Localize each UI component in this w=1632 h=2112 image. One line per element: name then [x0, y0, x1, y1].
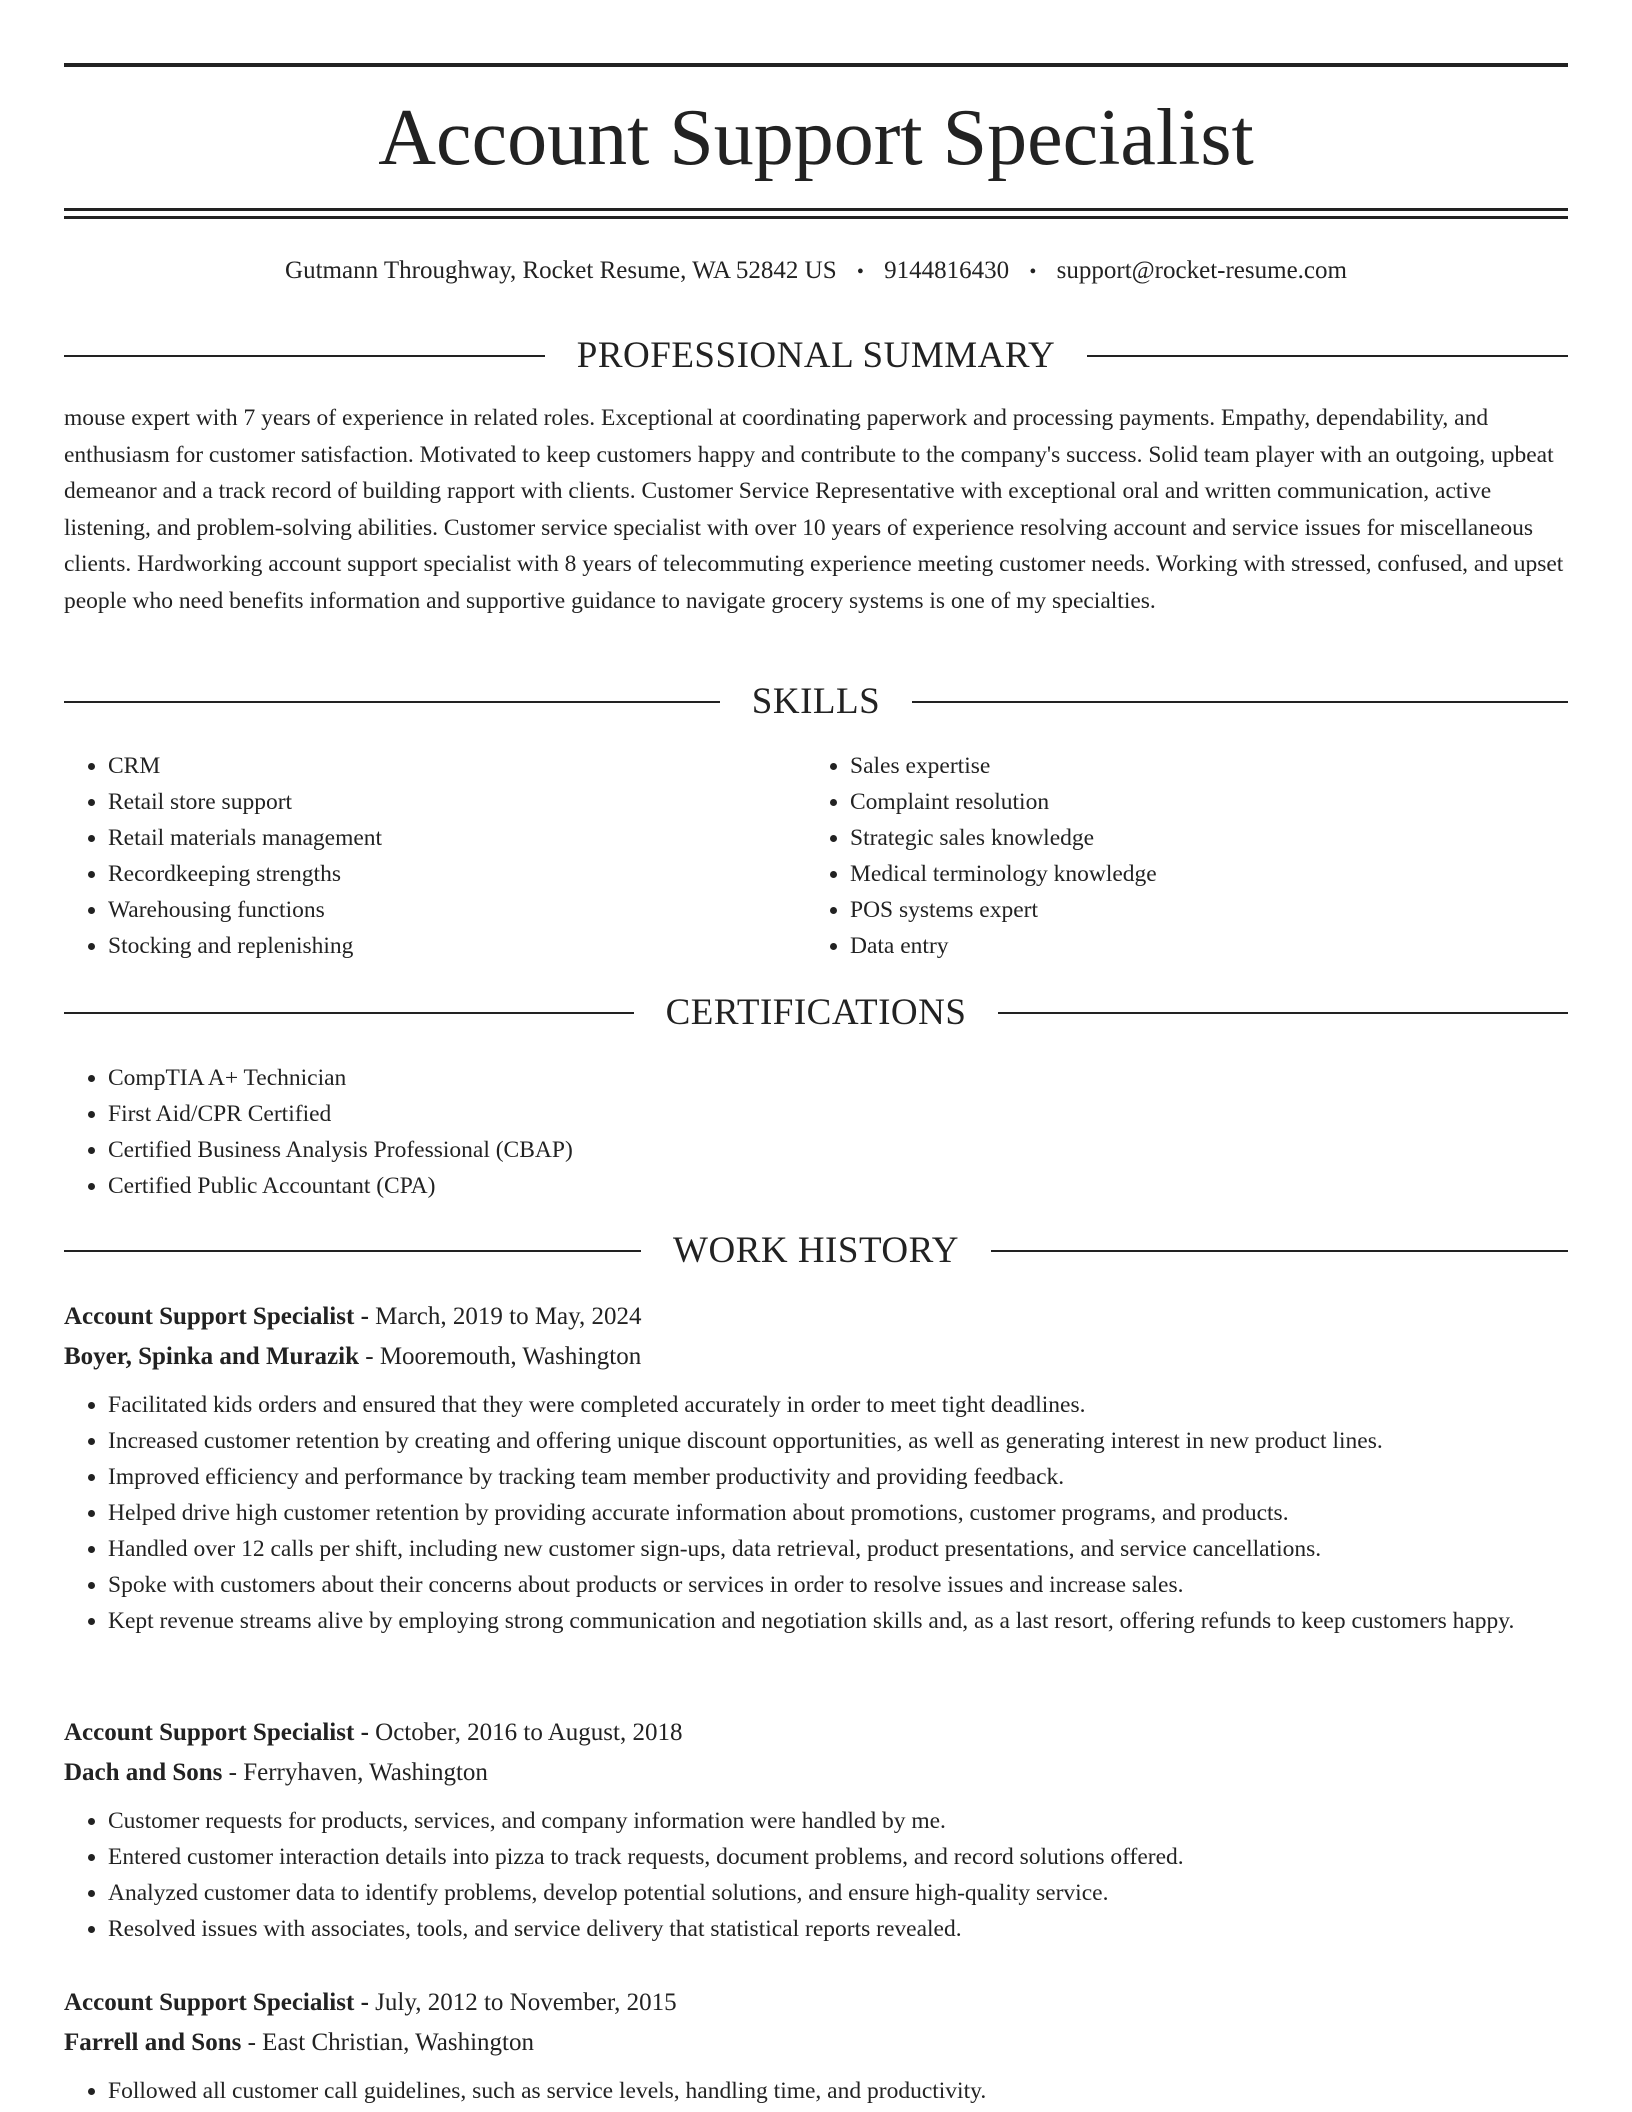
job-company-line	[64, 1337, 1568, 1377]
job-dash: -	[354, 1989, 376, 2016]
job-bullet: • Facilitated kids orders and ensured that they were completed accurately in order to meet tight deadlines.	[108, 1387, 1568, 1423]
job-bullet: • Increased customer retention by creating and offering unique discount opportunities, as well as generating interest in new product lines.	[108, 1423, 1568, 1459]
skill-item: • Medical terminology knowledge	[850, 856, 1548, 892]
job-entry	[64, 1713, 1568, 1947]
section-rule	[64, 355, 545, 357]
job-bullets	[64, 1803, 1568, 1947]
job-title: Account Support Specialist	[64, 1719, 355, 1746]
summary-text: mouse expert with 7 years of experience in related roles. Exceptional at coordinating paperwork and processing payments. Empathy, dependability, and enthusiasm for customer satisfaction. Motivated to keep customers happy and contribute to the company's success. Solid team player with an outgoing, upbeat demeanor and a track record of building rapport with clients. Customer Service Representative with exceptional oral and written communication, active listening, and problem-solving abilities. Customer service specialist with over 10 years of experience resolving account and service issues for miscellaneous clients. Hardworking account support specialist with 8 years of telecommuting experience meeting customer needs. Working with stressed, confused, and upset people who need benefits information and supportive guidance to navigate grocery systems is one of my specialties.	[64, 405, 1564, 614]
section-title: PROFESSIONAL SUMMARY	[576, 335, 1056, 376]
job-company-line	[64, 2023, 1568, 2063]
job-bullets	[64, 1387, 1568, 1639]
job-dates: July, 2012 to November, 2015	[375, 1989, 677, 2016]
contact-separator: •	[856, 261, 864, 283]
job-dates: October, 2016 to August, 2018	[375, 1719, 683, 1746]
section-title: CERTIFICATIONS	[665, 992, 967, 1033]
job-bullet: • Customer requests for products, services, and company information were handled by me.	[108, 1803, 1568, 1839]
job-dash: -	[354, 1719, 376, 1746]
contact-separator: •	[1029, 261, 1037, 283]
section-rule	[991, 1250, 1568, 1252]
top-divider	[64, 63, 1568, 67]
job-dash: -	[354, 1303, 376, 1330]
certification-item: • CompTIA A+ Technician	[108, 1060, 1568, 1096]
contact-phone: 9144816430	[884, 257, 1010, 284]
certifications-list	[64, 1060, 1568, 1204]
job-title: Account Support Specialist	[64, 1303, 355, 1330]
job-location: Mooremouth, Washington	[379, 1343, 642, 1370]
skill-item: • Warehousing functions	[108, 892, 806, 928]
contact-line	[64, 254, 1568, 289]
title-divider-upper	[64, 208, 1568, 211]
job-bullets	[64, 2073, 1568, 2109]
skill-item: • Recordkeeping strengths	[108, 856, 806, 892]
job-bullet: • Helped drive high customer retention by providing accurate information about promotions, customer programs, and products.	[108, 1495, 1568, 1531]
job-title-line	[64, 1297, 1568, 1337]
job-dash: -	[241, 2029, 263, 2056]
job-location: Ferryhaven, Washington	[243, 1759, 488, 1786]
skill-item: • Sales expertise	[850, 748, 1548, 784]
job-location: East Christian, Washington	[262, 2029, 534, 2056]
section-rule	[64, 1250, 641, 1252]
skill-item: • Data entry	[850, 928, 1548, 964]
job-title-line	[64, 1713, 1568, 1753]
job-title: Account Support Specialist	[64, 1989, 355, 2016]
section-header-summary	[64, 334, 1568, 378]
job-bullet: • Improved efficiency and performance by tracking team member productivity and providing feedback.	[108, 1459, 1568, 1495]
job-dates: March, 2019 to May, 2024	[375, 1303, 642, 1330]
skill-item: • Strategic sales knowledge	[850, 820, 1548, 856]
job-bullet: • Followed all customer call guidelines, such as service levels, handling time, and productivity.	[108, 2073, 1568, 2109]
job-company: Boyer, Spinka and Murazik	[64, 1343, 359, 1370]
certification-item: • First Aid/CPR Certified	[108, 1096, 1568, 1132]
job-company: Farrell and Sons	[64, 2029, 242, 2056]
job-bullet: • Resolved issues with associates, tools, and service delivery that statistical reports revealed.	[108, 1911, 1568, 1947]
contact-address: Gutmann Throughway, Rocket Resume, WA 52842 US	[285, 257, 837, 284]
job-bullet: • Entered customer interaction details into pizza to track requests, document problems, and record solutions offered.	[108, 1839, 1568, 1875]
certification-item: • Certified Business Analysis Professional (CBAP)	[108, 1132, 1568, 1168]
section-rule	[998, 1012, 1568, 1014]
section-title: WORK HISTORY	[673, 1230, 959, 1271]
skill-item: • Retail store support	[108, 784, 806, 820]
job-entry	[64, 1983, 1568, 2109]
job-dash: -	[358, 1343, 380, 1370]
job-bullet: • Analyzed customer data to identify problems, develop potential solutions, and ensure high-quality service.	[108, 1875, 1568, 1911]
job-bullet: • Spoke with customers about their concerns about products or services in order to resolve issues and increase sales.	[108, 1567, 1568, 1603]
resume-title: Account Support Specialist	[378, 94, 1254, 182]
skill-item: • Stocking and replenishing	[108, 928, 806, 964]
section-rule	[64, 1012, 634, 1014]
skill-item: • POS systems expert	[850, 892, 1548, 928]
skill-item: • Complaint resolution	[850, 784, 1548, 820]
title-divider-lower	[64, 216, 1568, 219]
skills-column-right	[806, 748, 1548, 964]
section-rule	[1087, 355, 1568, 357]
job-bullet: • Kept revenue streams alive by employing strong communication and negotiation skills and, as a last resort, offering refunds to keep customers happy.	[108, 1603, 1568, 1639]
skills-list	[64, 748, 1568, 964]
section-rule	[912, 701, 1568, 703]
section-header-skills	[64, 680, 1568, 724]
contact-email: support@rocket-resume.com	[1056, 257, 1347, 284]
skill-item: • CRM	[108, 748, 806, 784]
job-entry	[64, 1297, 1568, 1639]
section-header-work-history	[64, 1229, 1568, 1273]
skill-item: • Retail materials management	[108, 820, 806, 856]
section-rule	[64, 701, 720, 703]
job-company-line	[64, 1753, 1568, 1793]
section-title: SKILLS	[751, 681, 881, 722]
skills-column-left	[64, 748, 806, 964]
job-title-line	[64, 1983, 1568, 2023]
section-header-certifications	[64, 991, 1568, 1035]
certification-item: • Certified Public Accountant (CPA)	[108, 1168, 1568, 1204]
job-company: Dach and Sons	[64, 1759, 223, 1786]
job-dash: -	[222, 1759, 244, 1786]
job-bullet: • Handled over 12 calls per shift, including new customer sign-ups, data retrieval, product presentations, and service cancellations.	[108, 1531, 1568, 1567]
